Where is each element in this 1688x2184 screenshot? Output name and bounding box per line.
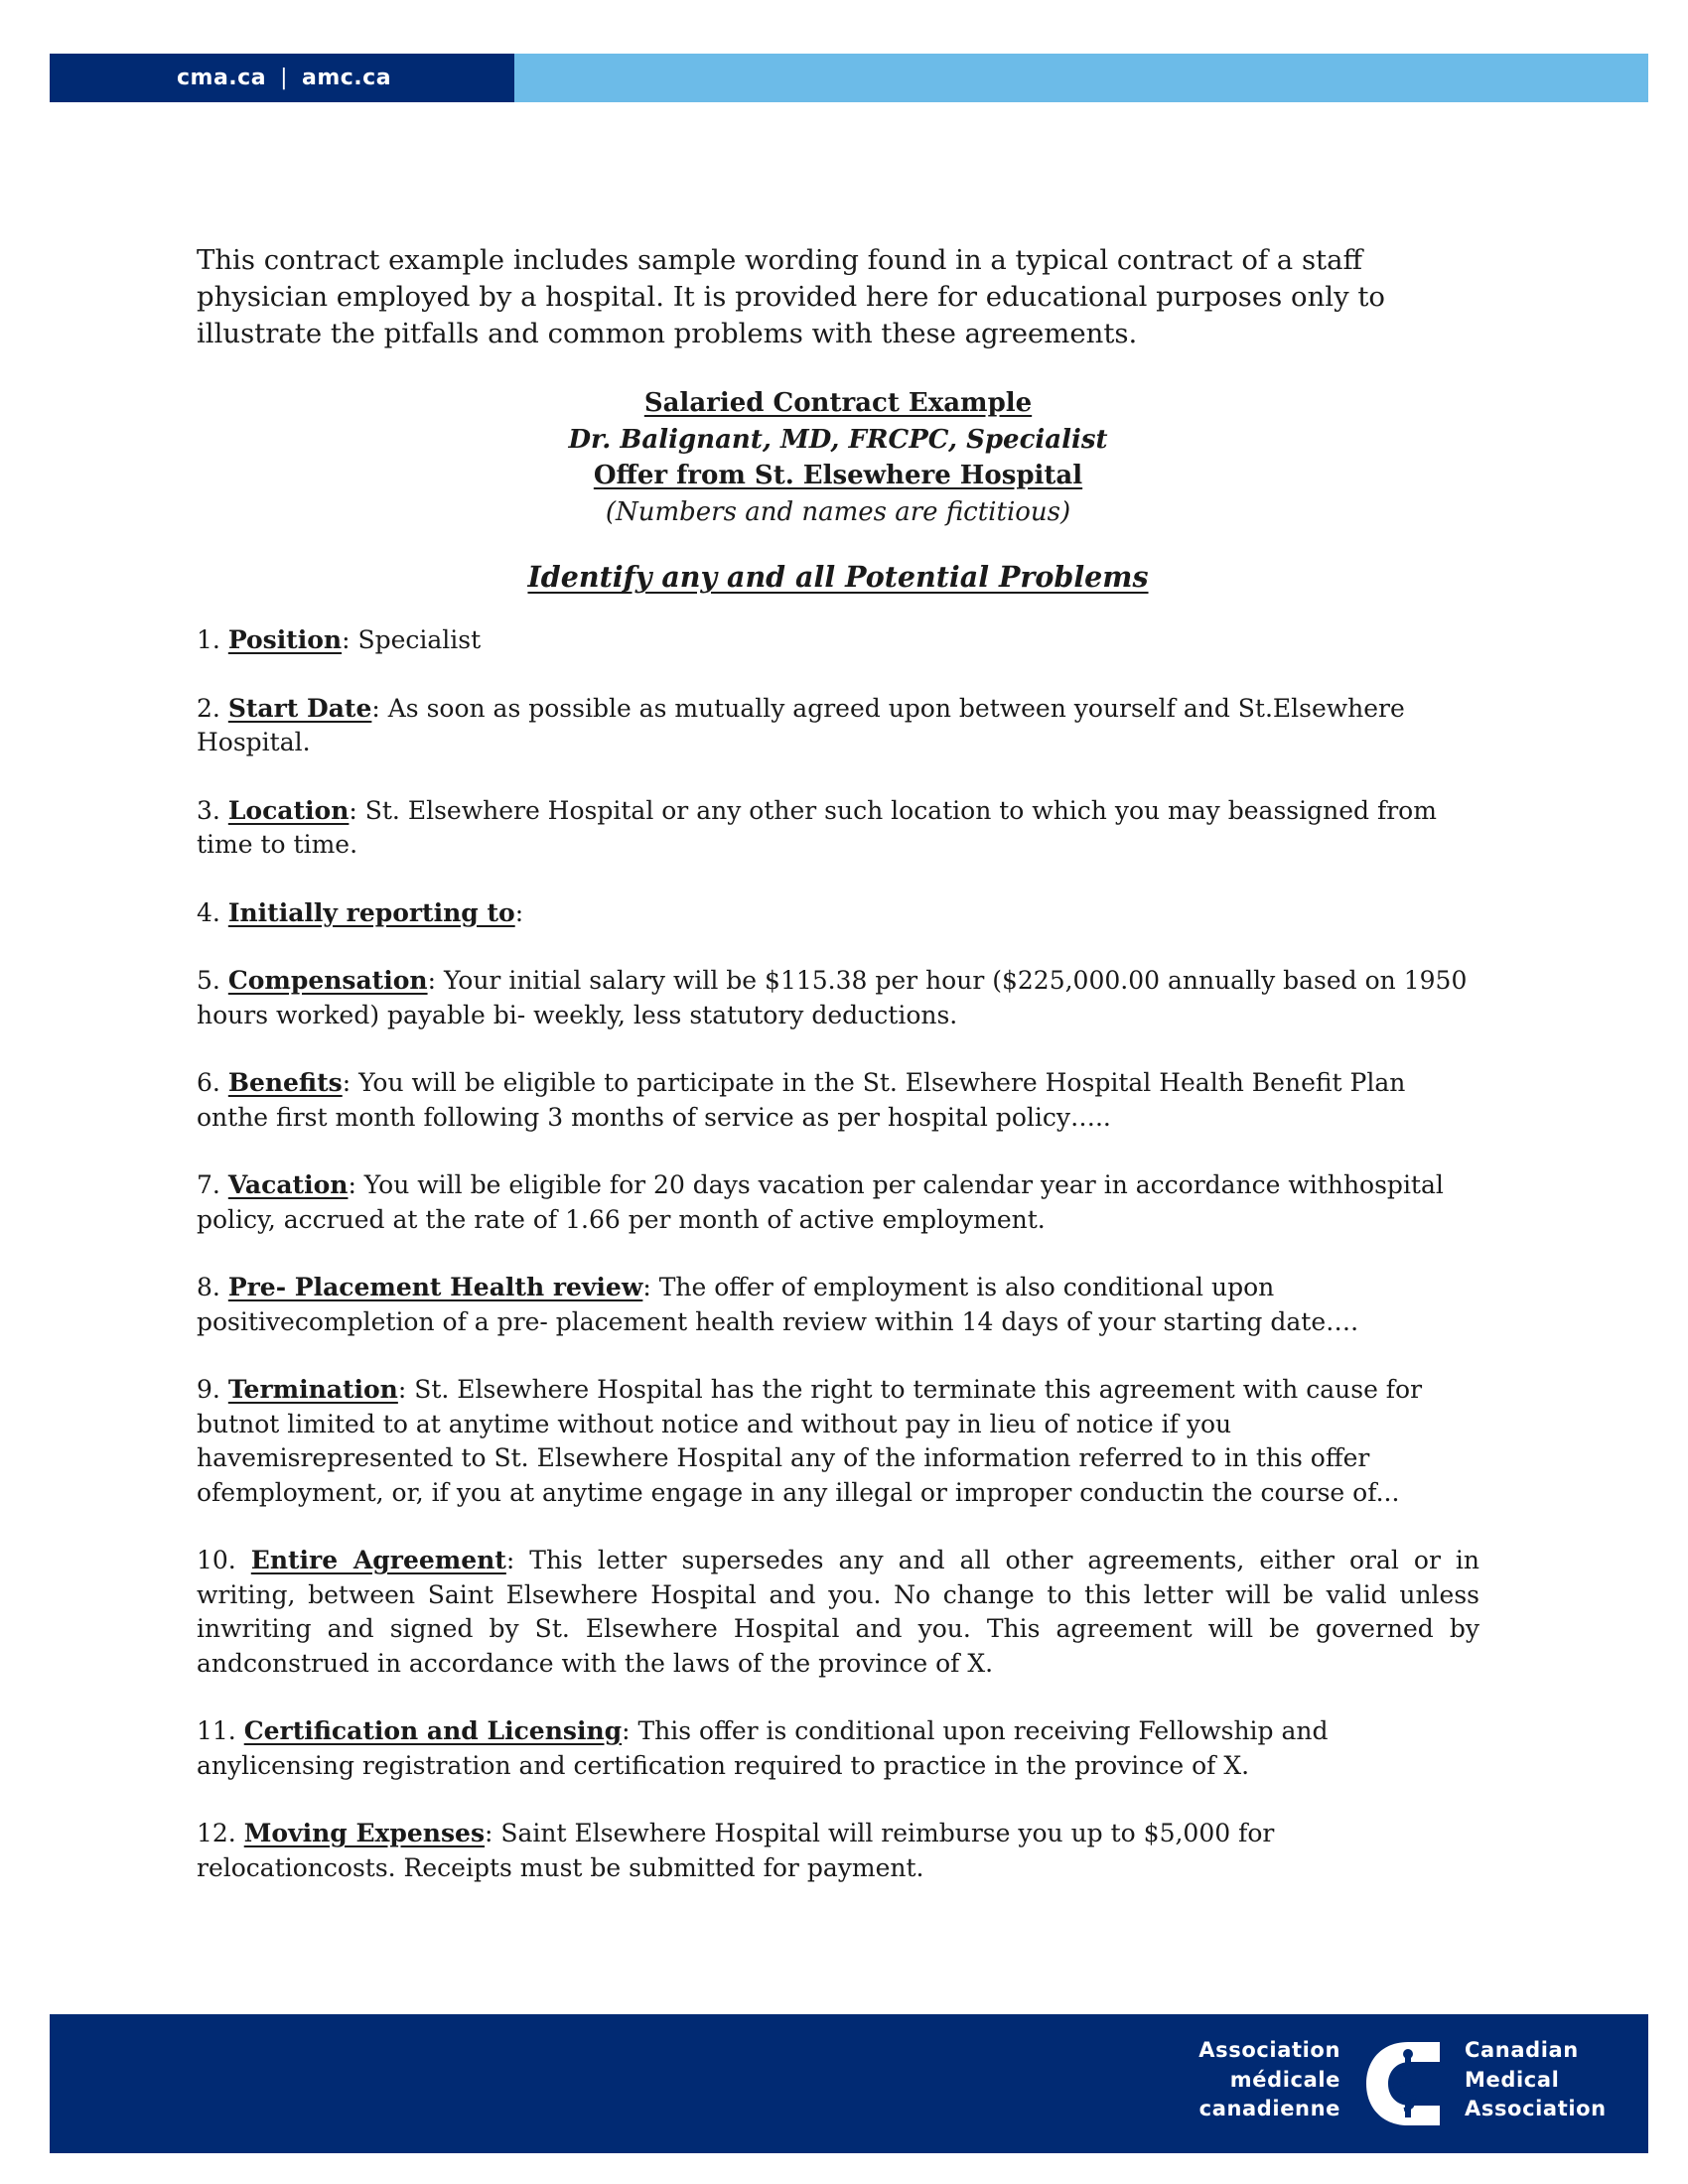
item-number: 9.: [197, 1375, 220, 1404]
header-urls: [177, 66, 391, 90]
item-term: Benefits: [227, 1068, 343, 1097]
item-text: : You will be eligible for 20 days vacation per calendar year in accordance withhospital policy, accrued at the rate of 1.66 per month of active employment.: [197, 1170, 1444, 1234]
item-number: 10.: [197, 1546, 236, 1574]
item-text: : You will be eligible to participate in the St. Elsewhere Hospital Health Benefit Plan onthe first month following 3 months of service as per hospital policy…..: [197, 1068, 1406, 1132]
item-number: 3.: [197, 795, 220, 825]
contract-item-reporting: [197, 896, 1479, 931]
item-text: :: [514, 897, 524, 927]
item-number: 4.: [197, 897, 220, 927]
item-term: Start Date: [227, 693, 372, 723]
footer-english-name: [1465, 2036, 1607, 2124]
title-block: [197, 385, 1479, 530]
contract-item-benefits: [197, 1066, 1479, 1135]
item-text: : This letter supersedes any and all other agreements, either oral or in writing, between Saint Elsewhere Hospital and you. No change to this letter will be valid unless inwriting and signed by St. Elsewhere Hospital and you. This agreement will be governed by andconstrued in accordance with the laws of the province of X.: [197, 1546, 1480, 1678]
item-number: 8.: [197, 1273, 220, 1301]
document-title: Salaried Contract Example: [643, 388, 1033, 418]
contract-item-entire-agreement: [197, 1544, 1479, 1681]
item-number: 11.: [197, 1716, 236, 1745]
contract-item-health-review: [197, 1271, 1479, 1339]
doctor-line: Dr. Balignant, MD, FRCPC, Specialist: [568, 424, 1108, 455]
item-term: Compensation: [227, 966, 428, 995]
contract-item-location: [197, 794, 1479, 863]
item-text: : Saint Elsewhere Hospital will reimburse you up to $5,000 for relocationcosts. Receipts must be submitted for payment.: [197, 1819, 1275, 1882]
item-term: Pre- Placement Health review: [227, 1273, 643, 1301]
contract-item-position: [197, 623, 1479, 658]
url-amc[interactable]: amc.ca: [301, 66, 392, 90]
problems-subheading: Identify any and all Potential Problems: [527, 560, 1149, 594]
footer-fr-line: médicale: [1229, 2067, 1340, 2092]
item-number: 12.: [197, 1819, 236, 1847]
item-text: : This offer is conditional upon receiving Fellowship and anylicensing registration and certification required to practice in the province of X.: [197, 1716, 1329, 1780]
item-term: Termination: [227, 1375, 398, 1404]
footer-en-line: Medical: [1465, 2067, 1560, 2092]
item-term: Moving Expenses: [243, 1819, 486, 1847]
item-number: 1.: [197, 625, 220, 654]
header-url-block: [50, 54, 514, 102]
item-text: : St. Elsewhere Hospital has the right to terminate this agreement with cause for butnot limited to at anytime without notice and without pay in lieu of notice if you havemisrepresented to St. Elsewhere Hospital any of the information referred to in this offer ofemployment, or, if you at anytime engage in any illegal or improper conductin the course of...: [197, 1375, 1423, 1507]
item-term: Position: [227, 625, 343, 654]
item-number: 6.: [197, 1068, 220, 1097]
item-term: Initially reporting to: [227, 897, 515, 927]
item-term: Certification and Licensing: [243, 1716, 623, 1745]
contract-item-termination: [197, 1373, 1479, 1510]
header-accent-band: [514, 54, 1648, 102]
header-bar: [50, 54, 1648, 102]
contract-item-certification: [197, 1714, 1479, 1783]
footer-fr-line: canadienne: [1198, 2097, 1340, 2120]
footer-fr-line: Association: [1198, 2038, 1340, 2062]
item-text: : The offer of employment is also conditional upon positivecompletion of a pre- placement health review within 14 days of your starting date….: [197, 1273, 1359, 1336]
fictitious-note: (Numbers and names are fictitious): [605, 496, 1071, 527]
contract-item-compensation: [197, 964, 1479, 1032]
document-body: [197, 242, 1479, 1919]
item-text: : St. Elsewhere Hospital or any other such location to which you may beassigned from time to time.: [197, 795, 1437, 859]
item-number: 2.: [197, 693, 220, 723]
item-term: Entire Agreement: [250, 1546, 506, 1574]
contract-item-moving-expenses: [197, 1817, 1479, 1885]
offer-line: Offer from St. Elsewhere Hospital: [593, 461, 1083, 490]
item-number: 5.: [197, 966, 220, 995]
footer-bar: [50, 2014, 1648, 2153]
item-term: Location: [227, 795, 350, 825]
item-text: : As soon as possible as mutually agreed upon between yourself and St.Elsewhere Hospital.: [197, 693, 1405, 756]
item-term: Vacation: [227, 1170, 349, 1199]
intro-paragraph: This contract example includes sample wording found in a typical contract of a staff physician employed by a hospital. It is provided here for educational purposes only to illustrate the pitfalls and common problems with these agreements.: [197, 244, 1385, 349]
contract-item-vacation: [197, 1168, 1479, 1237]
url-cma[interactable]: cma.ca: [177, 66, 267, 90]
cma-caduceus-logo-icon: [1358, 2034, 1458, 2133]
item-number: 7.: [197, 1170, 220, 1199]
contract-item-start-date: [197, 692, 1479, 760]
url-separator: |: [280, 66, 288, 90]
item-text: : Specialist: [342, 625, 482, 654]
footer-en-line: Association: [1465, 2097, 1607, 2120]
item-text: : Your initial salary will be $115.38 per hour ($225,000.00 annually based on 1950 hours worked) payable bi- weekly, less statutory deductions.: [197, 966, 1468, 1029]
contract-items: [197, 623, 1479, 1885]
footer-french-name: [1198, 2036, 1340, 2124]
footer-en-line: Canadian: [1465, 2038, 1579, 2062]
